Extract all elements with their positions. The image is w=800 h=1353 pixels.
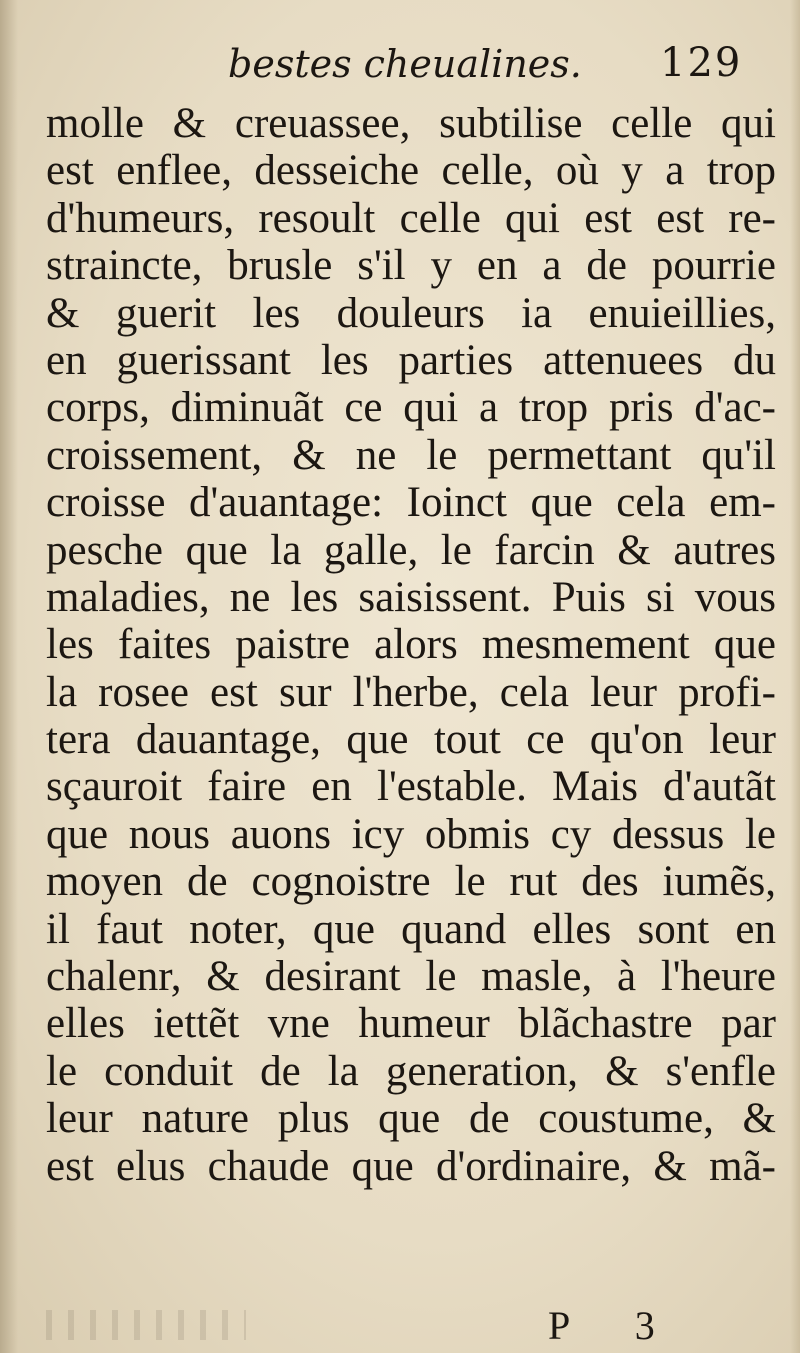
text-line: maladies, ne les saisissent. Puis si vous xyxy=(46,573,776,621)
text-line: croissement, & ne le permettant qu'il xyxy=(46,431,776,479)
page-number: 129 xyxy=(660,40,743,86)
text-line: est enflee, desseiche celle, où y a trop xyxy=(46,147,776,195)
text-line: les faites paistre alors mesmement que xyxy=(46,621,776,669)
text-line: pesche que la galle, le farcin & autres xyxy=(46,526,776,574)
text-line: elles iettẽt vne humeur blãchastre par xyxy=(46,1000,776,1048)
gutter-shadow xyxy=(0,0,18,1353)
bleed-through-marks xyxy=(46,1310,246,1340)
text-line: leur nature plus que de coustume, & xyxy=(46,1095,776,1143)
body-text xyxy=(46,100,776,1190)
text-line: chalenr, & desirant le masle, à l'heure xyxy=(46,953,776,1001)
text-line: molle & creuassee, subtilise celle qui xyxy=(46,100,776,147)
text-line: le conduit de la generation, & s'enfle xyxy=(46,1047,776,1095)
text-line: tera dauantage, que tout ce qu'on leur xyxy=(46,716,776,764)
text-line: est elus chaude que d'ordinaire, & mã- xyxy=(46,1142,776,1190)
running-title: bestes cheualines. xyxy=(228,42,582,86)
running-head xyxy=(0,40,800,100)
text-line: croisse d'auantage: Ioinct que cela em- xyxy=(46,479,776,527)
text-line: corps, diminuãt ce qui a trop pris d'ac- xyxy=(46,384,776,432)
text-line: moyen de cognoistre le rut des iumẽs, xyxy=(46,858,776,906)
text-line: la rosee est sur l'herbe, cela leur profi- xyxy=(46,668,776,716)
text-line: d'humeurs, resoult celle qui est est re- xyxy=(46,194,776,242)
text-line: que nous auons icy obmis cy dessus le xyxy=(46,810,776,858)
text-line: straincte, brusle s'il y en a de pourrie xyxy=(46,242,776,290)
signature-mark: P 3 xyxy=(548,1303,683,1348)
page-edge-shadow xyxy=(790,0,800,1353)
text-line: sçauroit faire en l'estable. Mais d'autãt xyxy=(46,763,776,811)
text-line: il faut noter, que quand elles sont en xyxy=(46,905,776,953)
text-line: en guerissant les parties attenuees du xyxy=(46,336,776,384)
text-line: & guerit les douleurs ia enuieillies, xyxy=(46,289,776,337)
